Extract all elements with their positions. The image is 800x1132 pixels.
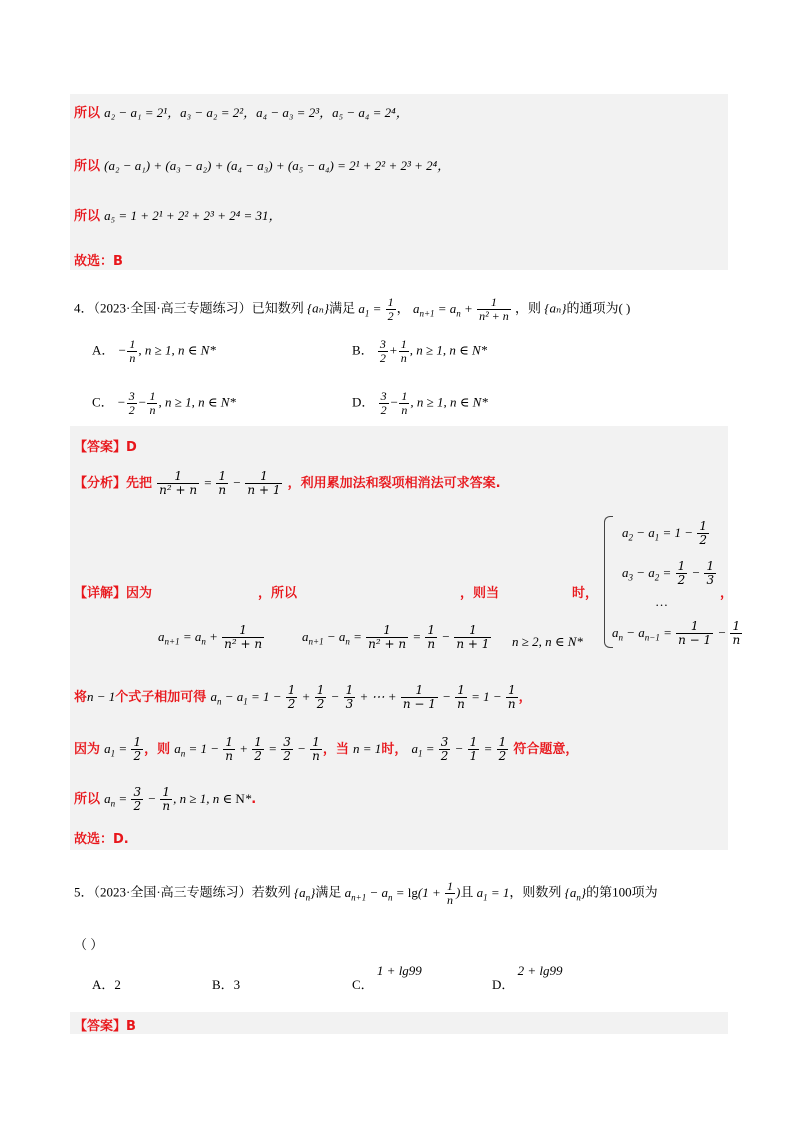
prev-solution-line-2: 所以 (a₂ − a₁) + (a₃ − a₂) + (a₄ − a₃) + (a₅ − a₄) = 2¹ + 2² + 2³ + 2⁴， [74,158,451,174]
prev-solution-math-3: a₅ = 1 + 2¹ + 2² + 2³ + 2⁴ = 31， [104,208,282,223]
q5-paren: （ ） [74,937,104,952]
q4-option-a[interactable]: A． − $\frac{1}{n}$ , n ≥ 1, n ∈ N* [92,337,216,366]
q5-option-a[interactable]: A．2 [92,977,121,992]
q4-detail-time: 时， [572,586,599,601]
q5-stem: 5．（2023·全国·高三专题练习）若数列 $\{a_n\}$满足 $a_{n+1} - a_n = \lg(1$ + $\frac{1}{n}$ )且 $a_1 = 1$，则数列 $\{a_n\}$的第100项为 [74,879,658,908]
q4-result-line: 所以 $a_n$ = $\frac{3}{2}$ − $\frac{1}{n}$ , n ≥ 1, n ∈ N*. [74,785,257,814]
q5-answer-block [70,1012,728,1034]
q4-option-b[interactable]: B． $\frac{3}{2}$ + $\frac{1}{n}$ , n ≥ 1, n ∈ N* [352,337,488,366]
q4-option-c[interactable]: C． − $\frac{3}{2}$ − $\frac{1}{n}$ , n ≥ 1, n ∈ N* [92,389,236,418]
system-comma: ， [720,586,734,601]
system-line-4: $a_n - a_{n-1}$ = $\frac{1}{n - 1}$ − $\frac{1}{n}$ [612,619,741,648]
q5-option-d[interactable]: D． 2 + lg99 [492,963,563,992]
system-line-3: … [656,594,668,609]
system-line-1: $a_2 - a_1 = 1$ − $\frac{1}{2}$ [622,519,707,548]
q4-detail-so: ，所以 [258,586,298,601]
q4-since-line: 因为 $a_1$ = $\frac{1}{2}$ ，则 $a_n = 1$ − $\frac{1}{n}$ + $\frac{1}{2}$ = $\frac{3}{2}$ − $\frac{1}{n}$ ，当 n = 1时， $a_1$ = $\frac{3}{2}$ − $\frac{1}{1}$ = $\frac{1}{2}$ 符合题意， [74,735,579,764]
q4-detail-text: 【详解】因为 [74,586,153,601]
prev-solution-choice: 故选：B [74,254,123,269]
q4-sum-line: 将n − 1个式子相加可得 $a_n - a_1 = 1$ − $\frac{1}{2}$ + $\frac{1}{2}$ − $\frac{1}{3}$ + ⋯ + $\frac{1}{n - 1}$ − $\frac{1}{n}$ = 1 − $\frac{1}{n}$ ， [74,683,532,712]
q5-answer: 【答案】B [74,1019,136,1034]
q4-stem: 4．（2023·全国·高三专题练习）已知数列 {aₙ}满足 $a_1$ = $\frac{1}{2}$ ， $a_{n+1} = a_n$ + $\frac{1}{\text{n² + n}}$ ，则 {aₙ}的通项为( ) [74,295,631,324]
prev-solution-line-1: 所以 a₂ − a₁ = 2¹，a₃ − a₂ = 2²，a₄ − a₃ = 2³，a₅ − a₄ = 2⁴， [74,105,409,121]
q5-option-b[interactable]: B．3 [212,977,241,992]
q4-detail-formula-2: $a_{n+1} - a_n$ = $\frac{1}{\text{n² + n}}$ = $\frac{1}{n}$ − $\frac{1}{n + 1}$ [302,623,490,652]
system-line-2: $a_3 - a_2$ = $\frac{1}{2}$ − $\frac{1}{3}$ [622,559,715,588]
q4-answer: 【答案】D [74,440,137,455]
q4-detail-when: ，则当 [460,586,500,601]
prev-solution-math-1: a₂ − a₁ = 2¹，a₃ − a₂ = 2²，a₄ − a₃ = 2³，a₅ − a₄ = 2⁴， [104,105,409,120]
q4-option-d[interactable]: D． $\frac{3}{2}$ − $\frac{1}{n}$ , n ≥ 1, n ∈ N* [352,389,488,418]
prev-solution-line-3: 所以 a₅ = 1 + 2¹ + 2² + 2³ + 2⁴ = 31， [74,208,282,224]
q4-detail-formula-1: $a_{n+1} = a_n$ + $\frac{1}{\text{n² + n}}$ [158,623,263,652]
q4-detail-cond: n ≥ 2, n ∈ N* [512,634,583,649]
q4-choice: 故选：D. [74,832,129,847]
q4-analysis: 【分析】先把 $\frac{1}{\text{n² + n}}$ = $\frac{1}{n}$ − $\frac{1}{n + 1}$ ，利用累加法和裂项相消法可求答案. [74,469,501,498]
q5-option-c[interactable]: C． 1 + lg99 [352,963,422,992]
prev-solution-math-2: (a₂ − a₁) + (a₃ − a₂) + (a₄ − a₃) + (a₅ − a₄) = 2¹ + 2² + 2³ + 2⁴， [104,158,451,173]
